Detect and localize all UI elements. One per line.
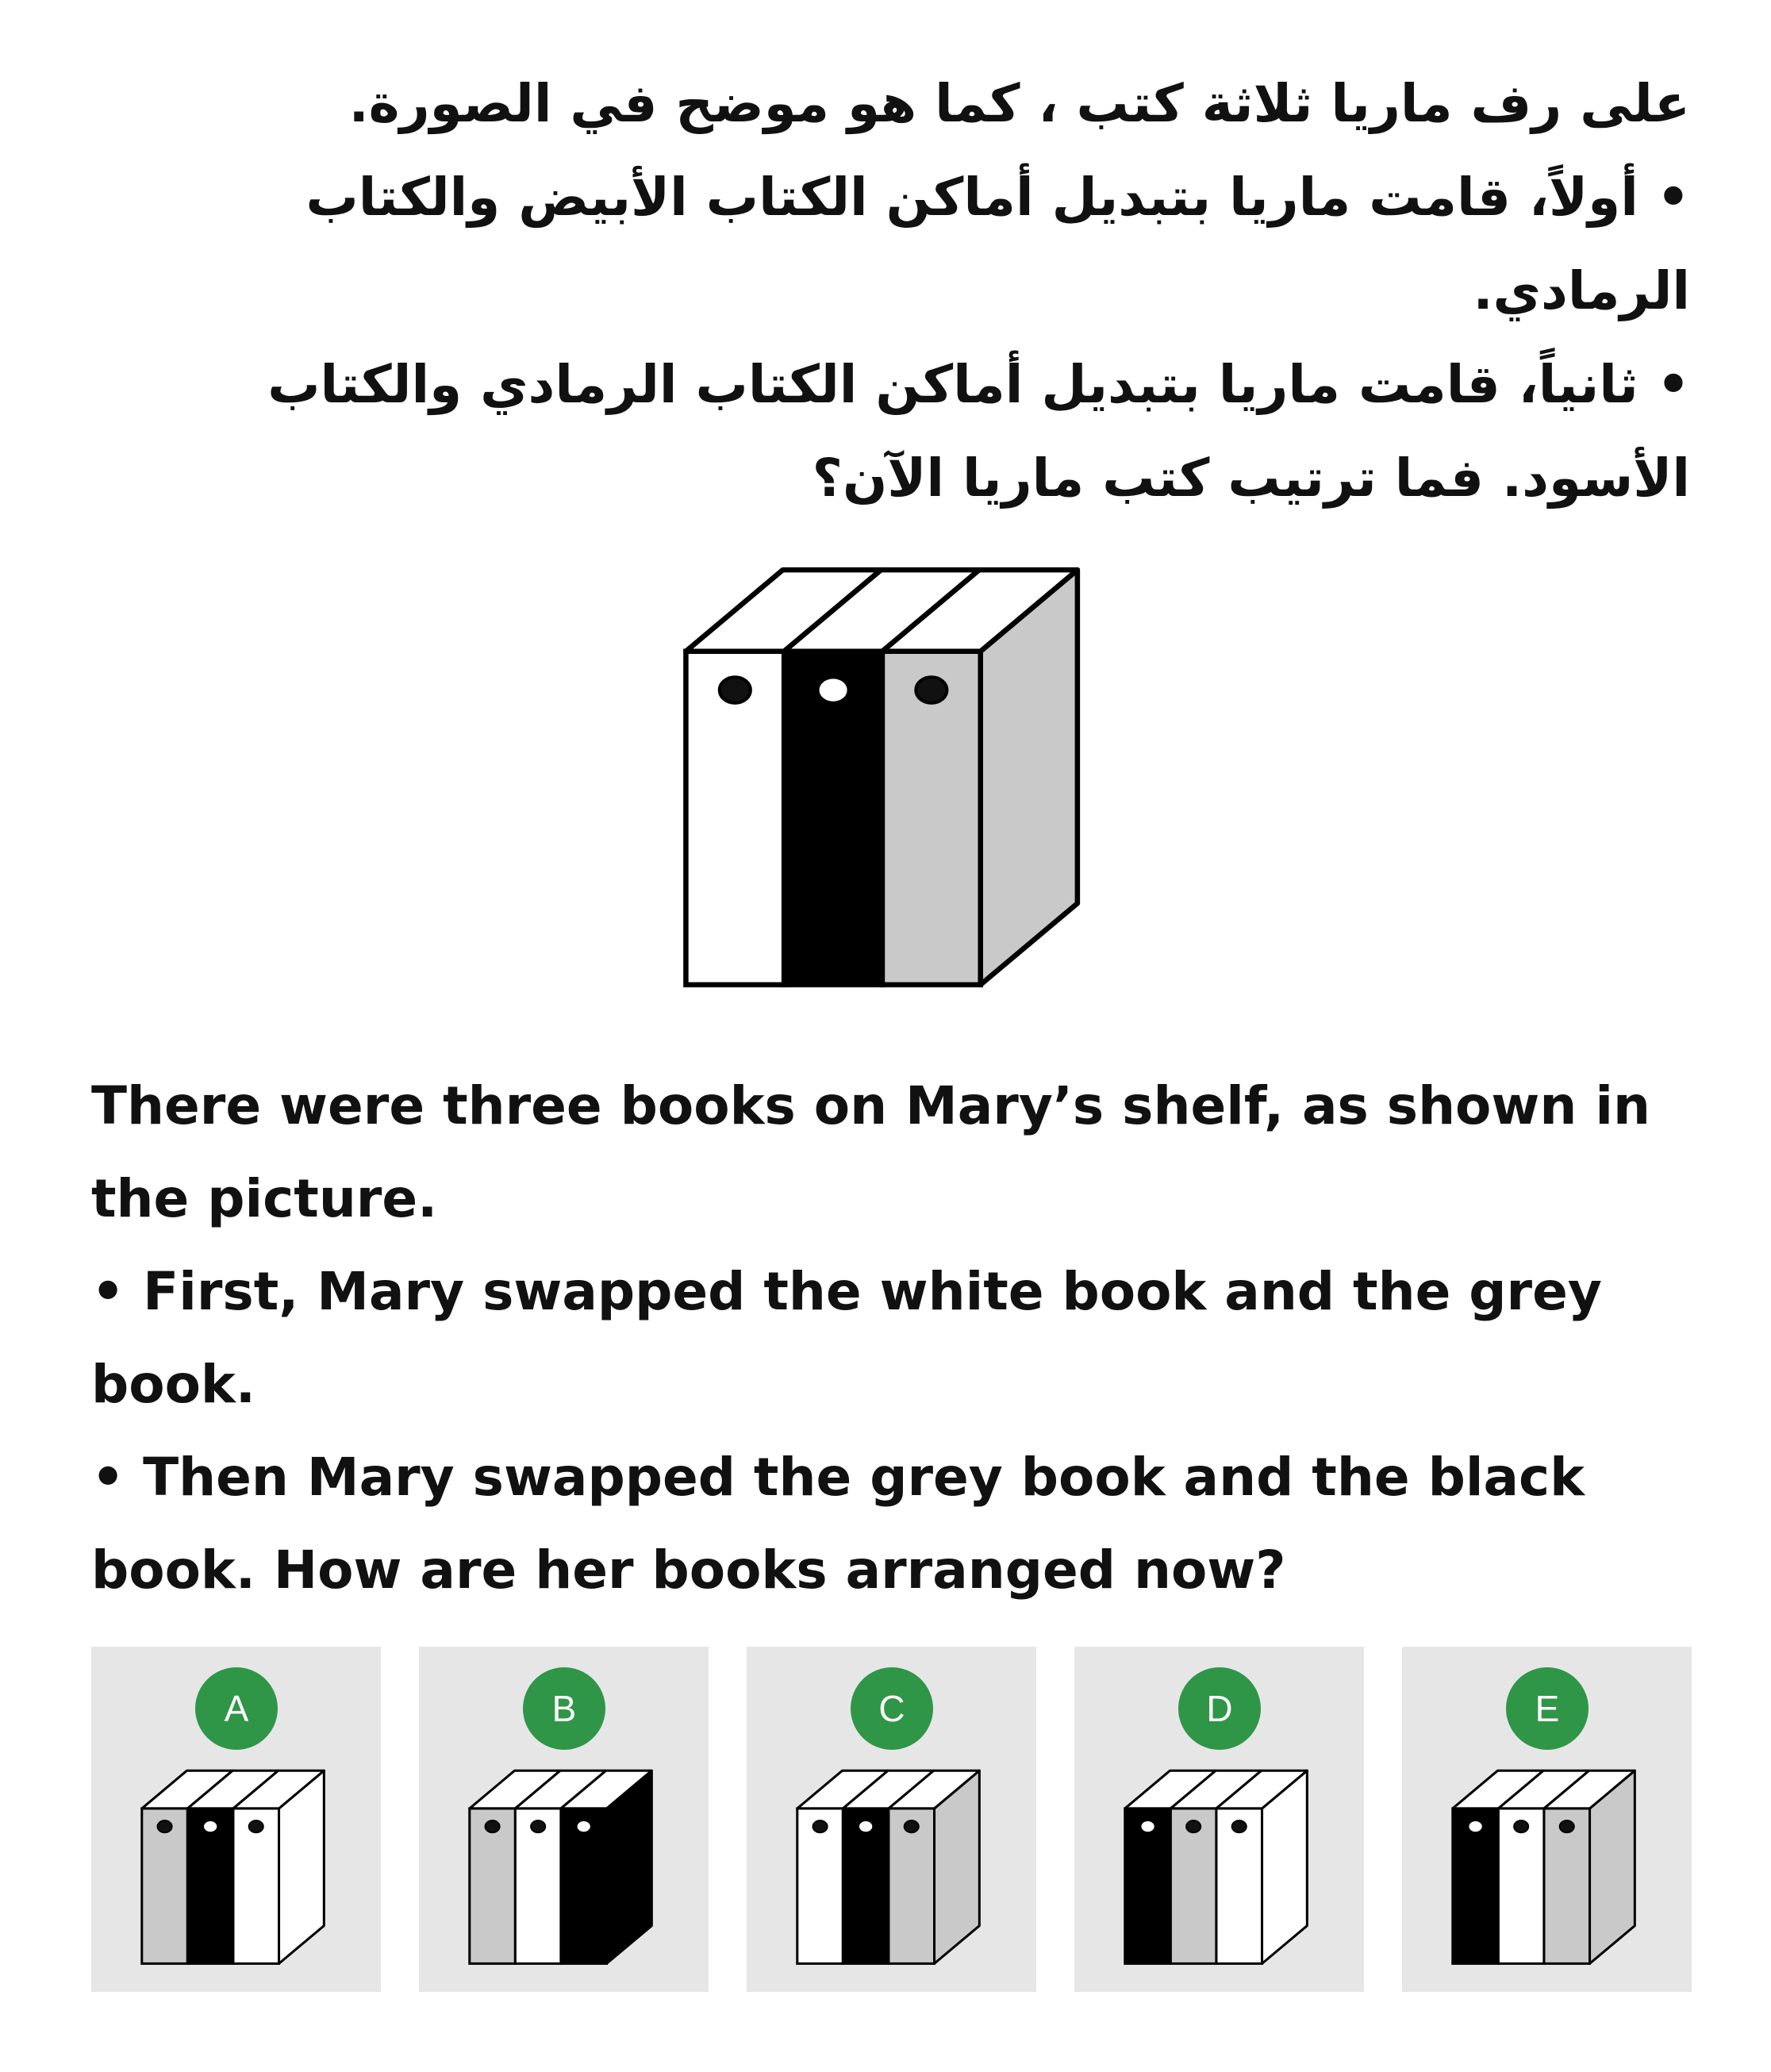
book-dot-black [577, 1820, 591, 1832]
option-c-badge: C [851, 1667, 933, 1750]
option-b-books [467, 1766, 665, 1980]
arabic-line-2: • أولاً، قامت ماريا بتبديل أماكن الكتاب الأبيض والكتاب الرمادي. [305, 167, 1690, 321]
book-dot-white [1514, 1820, 1528, 1832]
option-e-books [1450, 1766, 1648, 1980]
book-dot-grey [157, 1820, 171, 1832]
option-e-badge: E [1506, 1667, 1589, 1750]
book-dot-white [720, 677, 751, 703]
book-dot-white [1232, 1820, 1247, 1832]
book-dot-black [1140, 1820, 1154, 1832]
option-a-badge: A [195, 1667, 278, 1750]
option-c-books [794, 1766, 993, 1980]
bookshelf-illustration [678, 563, 1107, 1016]
option-a-books [139, 1766, 337, 1980]
arabic-line-3: • ثانياً، قامت ماريا بتبديل أماكن الكتاب الرمادي والكتاب الأسود. فما ترتيب كتب ماريا الآن؟ [267, 354, 1690, 509]
answer-options [91, 1647, 1692, 1992]
english-line-1: There were three books on Mary’s shelf, as shown in the picture. [91, 1075, 1650, 1229]
option-e[interactable] [1402, 1647, 1692, 1992]
book-dot-white [531, 1820, 545, 1832]
book-dot-grey [1186, 1820, 1201, 1832]
book-dot-grey [905, 1820, 919, 1832]
book-dot-black [859, 1820, 873, 1832]
english-line-2: • First, Mary swapped the white book and the grey book. [91, 1261, 1602, 1415]
english-line-3: • Then Mary swapped the grey book and the black book. How are her books arranged now? [91, 1447, 1585, 1601]
book-dot-black [203, 1820, 217, 1832]
book-dot-black [818, 677, 849, 703]
option-d[interactable] [1074, 1647, 1364, 1992]
option-d-books [1122, 1766, 1320, 1980]
option-c[interactable] [747, 1647, 1036, 1992]
arabic-line-1: على رف ماريا ثلاثة كتب ، كما هو موضح في الصورة. [348, 73, 1690, 134]
option-b-badge: B [523, 1667, 605, 1750]
arabic-question [79, 57, 1690, 525]
book-dot-grey [485, 1820, 499, 1832]
option-b[interactable] [419, 1647, 709, 1992]
book-dot-white [813, 1820, 827, 1832]
book-dot-grey [916, 677, 947, 703]
english-question [91, 1059, 1702, 1616]
book-dot-black [1468, 1820, 1482, 1832]
book-dot-grey [1560, 1820, 1574, 1832]
book-dot-white [249, 1820, 263, 1832]
option-d-badge: D [1178, 1667, 1261, 1750]
option-a[interactable] [91, 1647, 381, 1992]
